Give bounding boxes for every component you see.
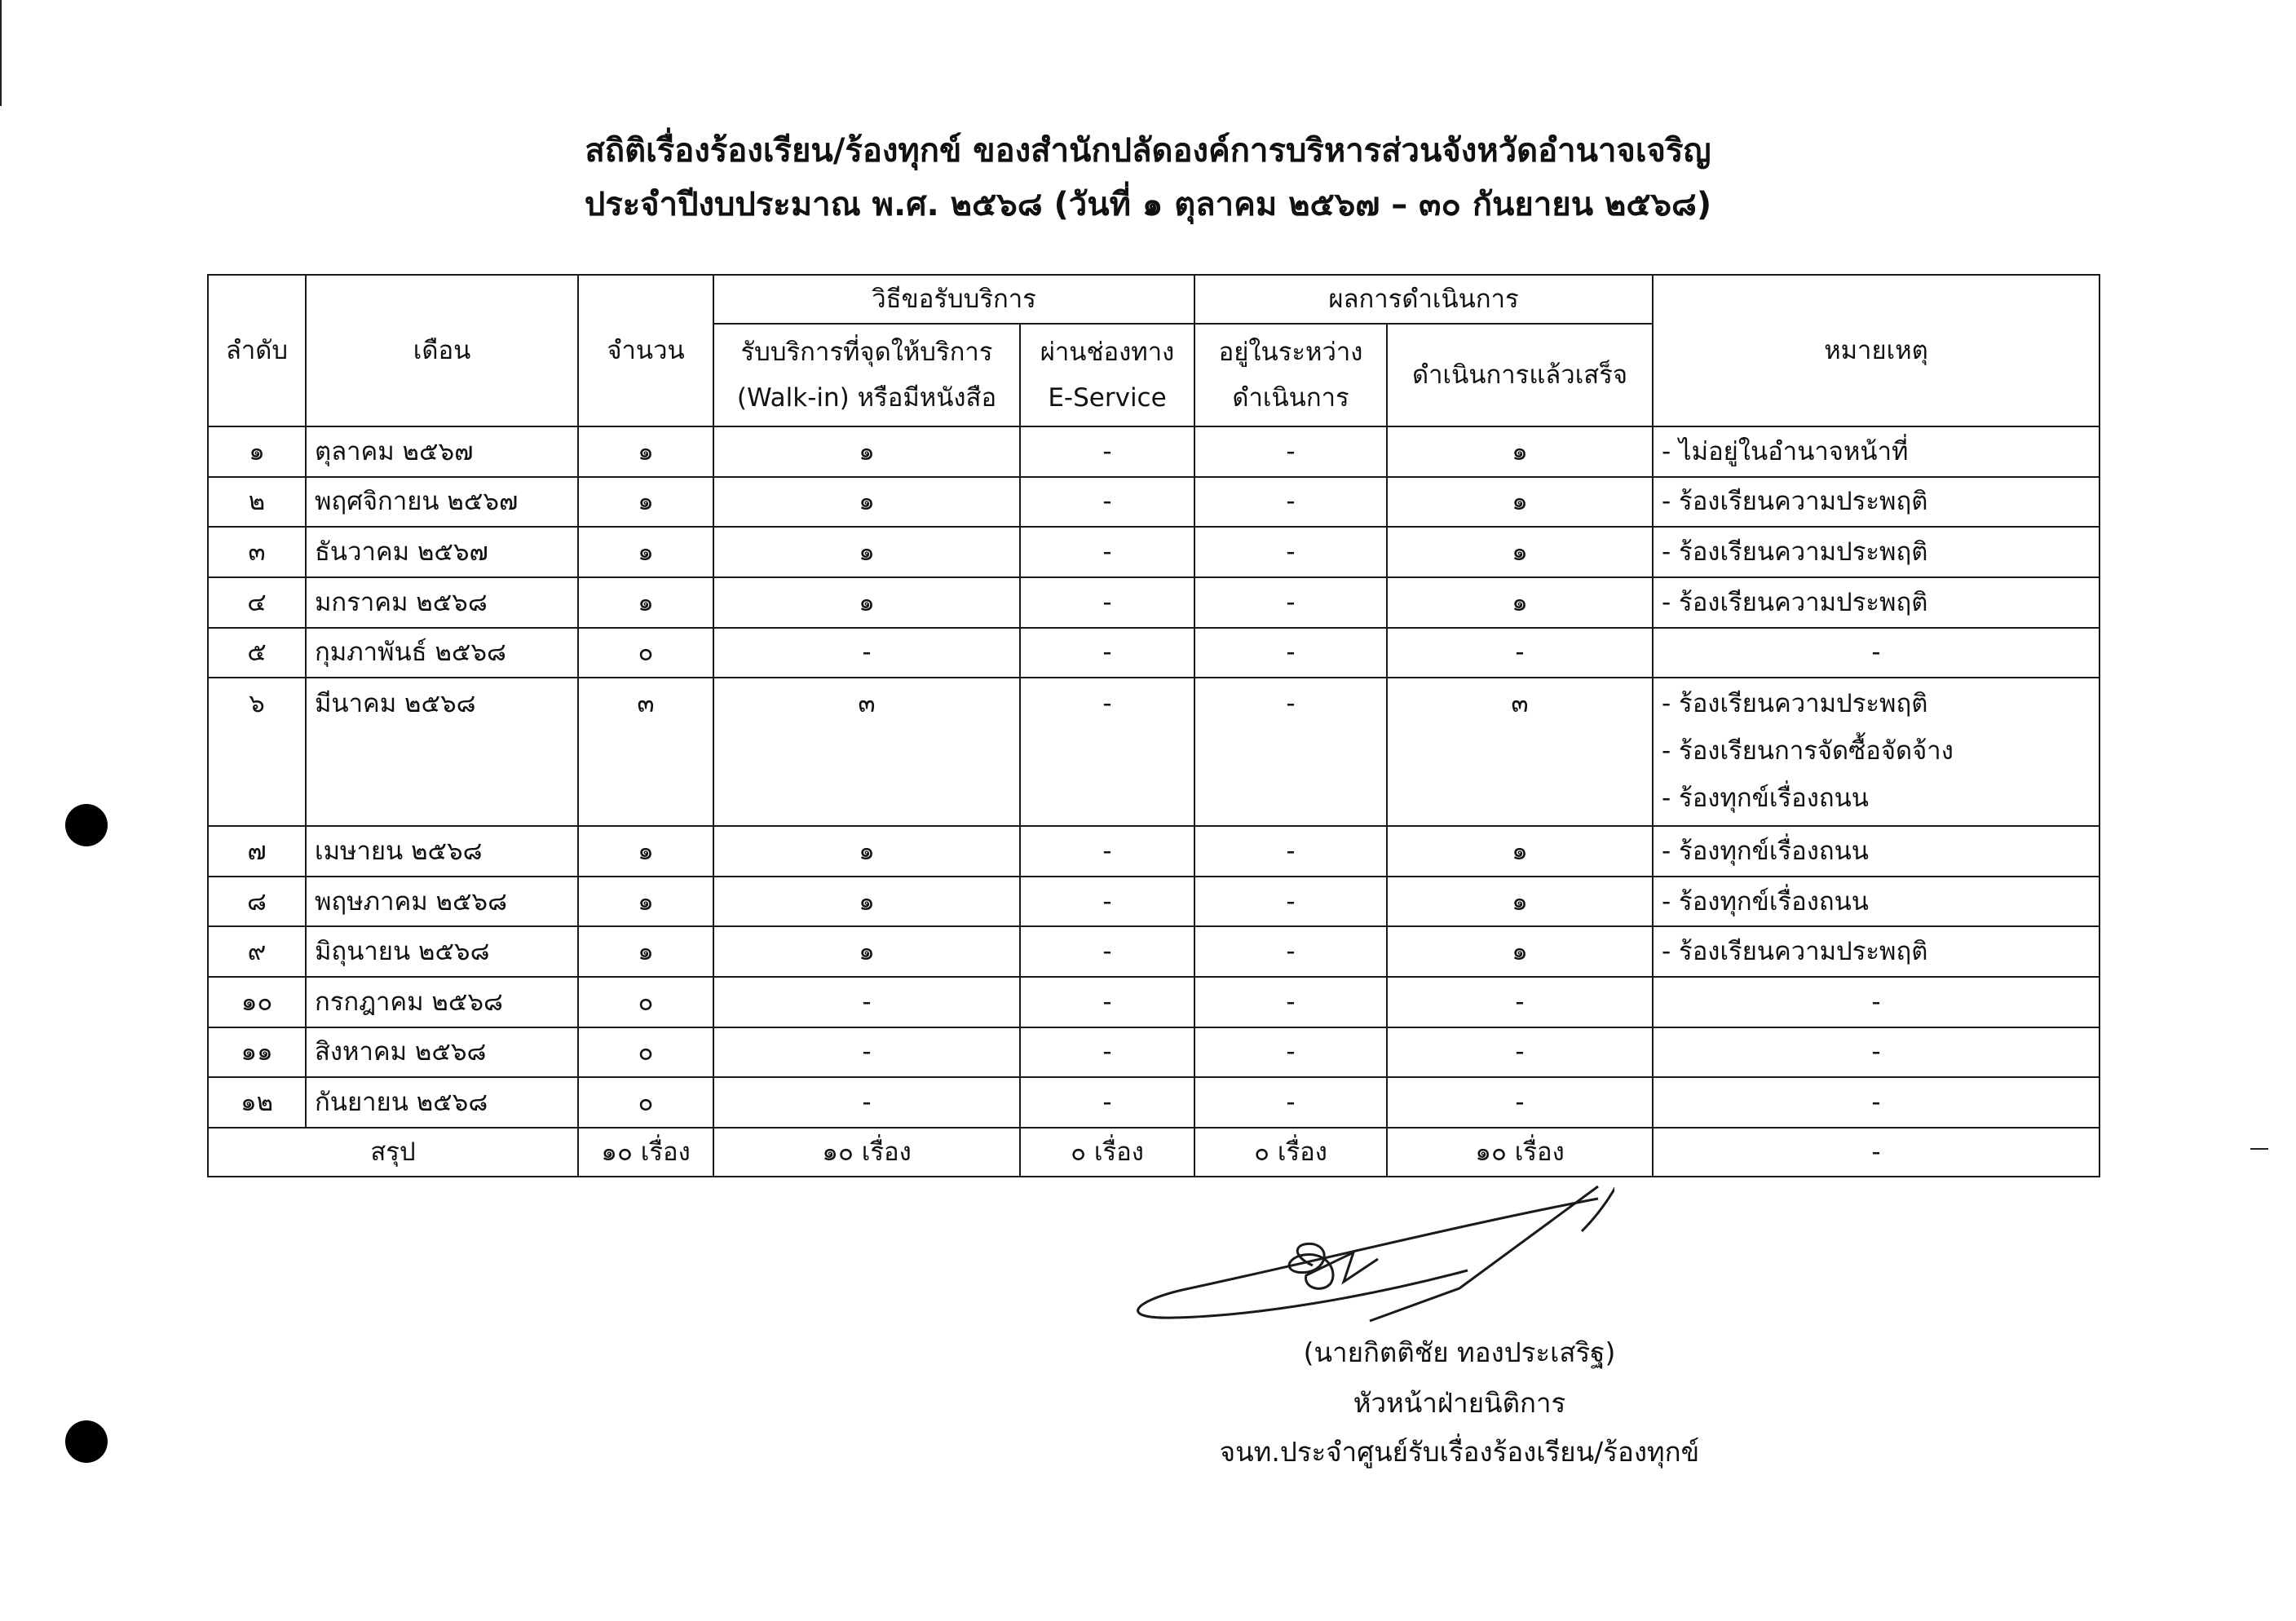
table-row (208, 527, 2100, 577)
cell-no: ๑๐ (208, 977, 306, 1027)
header-eservice-line2: E-Service (1048, 383, 1167, 413)
cell-remark: - ร้องเรียนความประพฤติ (1653, 477, 2100, 528)
cell-no: ๓ (208, 527, 306, 577)
header-month: เดือน (306, 275, 578, 426)
cell-count: ๑ (578, 577, 713, 628)
cell-count: ๐ (578, 1077, 713, 1128)
header-count: จำนวน (578, 275, 713, 426)
cell-walkin: - (713, 1077, 1020, 1128)
cell-walkin: - (713, 628, 1020, 678)
table-row (208, 628, 2100, 678)
header-eservice-line1: ผ่านช่องทาง (1040, 338, 1175, 367)
cell-remark: - ร้องเรียนความประพฤติ (1653, 577, 2100, 628)
cell-month: กันยายน ๒๕๖๘ (306, 1077, 578, 1128)
cell-eservice: - (1020, 977, 1194, 1027)
header-inprogress (1194, 324, 1387, 426)
header-walkin (713, 324, 1020, 426)
header-done: ดำเนินการแล้วเสร็จ (1387, 324, 1653, 426)
cell-inprogress: - (1194, 527, 1387, 577)
document-subtitle: ประจำปีงบประมาณ พ.ศ. ๒๕๖๘ (วันที่ ๑ ตุลาคม ๒๕๖๗ – ๓๐ กันยายน ๒๕๖๘) (584, 186, 1712, 223)
cell-walkin: ๑ (713, 826, 1020, 877)
cell-done: - (1387, 977, 1653, 1027)
cell-count: ๑ (578, 826, 713, 877)
remark-line: - ร้องเรียนการจัดซื้อจัดจ้าง (1662, 736, 1954, 766)
cell-done: ๑ (1387, 477, 1653, 528)
cell-remark: - (1653, 628, 2100, 678)
table-row (208, 977, 2100, 1027)
cell-remark: - ร้องทุกข์เรื่องถนน (1653, 826, 2100, 877)
header-walkin-line1: รับบริการที่จุดให้บริการ (740, 338, 993, 367)
cell-done: ๑ (1387, 577, 1653, 628)
cell-eservice: - (1020, 577, 1194, 628)
header-inprogress-line2: ดำเนินการ (1232, 383, 1349, 413)
cell-done: - (1387, 1027, 1653, 1078)
cell-count: ๑ (578, 477, 713, 528)
cell-month: กรกฎาคม ๒๕๖๘ (306, 977, 578, 1027)
cell-done: ๑ (1387, 877, 1653, 927)
cell-no: ๒ (208, 477, 306, 528)
cell-count: ๓ (578, 678, 713, 826)
table-row (208, 1027, 2100, 1078)
cell-inprogress: - (1194, 426, 1387, 477)
summary-done: ๑๐ เรื่อง (1387, 1128, 1653, 1177)
cell-remark: - ไม่อยู่ในอำนาจหน้าที่ (1653, 426, 2100, 477)
cell-walkin: ๑ (713, 877, 1020, 927)
scan-edge-mark (0, 0, 2, 106)
cell-remark: - ร้องเรียนความประพฤติ (1653, 926, 2100, 977)
table-row (208, 678, 2100, 826)
summary-row (208, 1128, 2100, 1177)
cell-remark: - (1653, 977, 2100, 1027)
summary-walkin: ๑๐ เรื่อง (713, 1128, 1020, 1177)
table-row (208, 926, 2100, 977)
cell-eservice: - (1020, 628, 1194, 678)
cell-done: ๑ (1387, 926, 1653, 977)
cell-eservice: - (1020, 826, 1194, 877)
cell-no: ๗ (208, 826, 306, 877)
summary-inprogress: ๐ เรื่อง (1194, 1128, 1387, 1177)
signer-position: หัวหน้าฝ่ายนิติการ (1353, 1387, 1566, 1419)
cell-eservice: - (1020, 426, 1194, 477)
cell-done: ๓ (1387, 678, 1653, 826)
cell-remark (1653, 678, 2100, 826)
table-row (208, 877, 2100, 927)
cell-walkin: - (713, 1027, 1020, 1078)
table-row (208, 426, 2100, 477)
cell-no: ๕ (208, 628, 306, 678)
handwritten-signature (1125, 1174, 1614, 1337)
cell-count: ๐ (578, 1027, 713, 1078)
cell-month: มิถุนายน ๒๕๖๘ (306, 926, 578, 977)
signer-role: จนท.ประจำศูนย์รับเรื่องร้องเรียน/ร้องทุกข์ (1219, 1436, 1700, 1468)
cell-walkin: ๑ (713, 926, 1020, 977)
scan-edge-mark (2250, 1148, 2268, 1150)
cell-done: - (1387, 1077, 1653, 1128)
cell-eservice: - (1020, 1027, 1194, 1078)
remark-line: - ร้องทุกข์เรื่องถนน (1662, 784, 1869, 814)
document-title: สถิติเรื่องร้องเรียน/ร้องทุกข์ ของสำนักปลัดองค์การบริหารส่วนจังหวัดอำนาจเจริญ (585, 132, 1711, 170)
cell-walkin: ๑ (713, 477, 1020, 528)
cell-month: เมษายน ๒๕๖๘ (306, 826, 578, 877)
cell-count: ๑ (578, 926, 713, 977)
table-row (208, 826, 2100, 877)
cell-inprogress: - (1194, 577, 1387, 628)
cell-count: ๑ (578, 877, 713, 927)
cell-inprogress: - (1194, 678, 1387, 826)
cell-done: ๑ (1387, 527, 1653, 577)
cell-done: - (1387, 628, 1653, 678)
cell-eservice: - (1020, 926, 1194, 977)
cell-walkin: ๑ (713, 426, 1020, 477)
cell-inprogress: - (1194, 877, 1387, 927)
header-inprogress-line1: อยู่ในระหว่าง (1218, 338, 1363, 367)
cell-eservice: - (1020, 477, 1194, 528)
punch-hole (65, 804, 108, 846)
cell-no: ๘ (208, 877, 306, 927)
cell-month: กุมภาพันธ์ ๒๕๖๘ (306, 628, 578, 678)
header-channel-group: วิธีขอรับบริการ (713, 275, 1194, 324)
cell-no: ๙ (208, 926, 306, 977)
summary-eservice: ๐ เรื่อง (1020, 1128, 1194, 1177)
summary-count: ๑๐ เรื่อง (578, 1128, 713, 1177)
cell-inprogress: - (1194, 1027, 1387, 1078)
cell-no: ๖ (208, 678, 306, 826)
header-no: ลำดับ (208, 275, 306, 426)
cell-month: สิงหาคม ๒๕๖๘ (306, 1027, 578, 1078)
cell-no: ๔ (208, 577, 306, 628)
cell-walkin: ๑ (713, 527, 1020, 577)
cell-walkin: ๑ (713, 577, 1020, 628)
cell-no: ๑๒ (208, 1077, 306, 1128)
table-row (208, 577, 2100, 628)
cell-count: ๑ (578, 527, 713, 577)
cell-month: พฤศจิกายน ๒๕๖๗ (306, 477, 578, 528)
cell-inprogress: - (1194, 977, 1387, 1027)
cell-remark: - ร้องทุกข์เรื่องถนน (1653, 877, 2100, 927)
header-remark: หมายเหตุ (1653, 275, 2100, 426)
cell-eservice: - (1020, 877, 1194, 927)
cell-count: ๐ (578, 628, 713, 678)
cell-inprogress: - (1194, 1077, 1387, 1128)
remark-line: - ร้องเรียนความประพฤติ (1662, 689, 1928, 719)
punch-hole (65, 1420, 108, 1463)
cell-inprogress: - (1194, 826, 1387, 877)
cell-month: มีนาคม ๒๕๖๘ (306, 678, 578, 826)
table-row (208, 1077, 2100, 1128)
complaint-statistics-table (207, 274, 2100, 1177)
cell-month: พฤษภาคม ๒๕๖๘ (306, 877, 578, 927)
cell-no: ๑๑ (208, 1027, 306, 1078)
cell-walkin: ๓ (713, 678, 1020, 826)
cell-inprogress: - (1194, 926, 1387, 977)
cell-month: มกราคม ๒๕๖๘ (306, 577, 578, 628)
header-result-group: ผลการดำเนินการ (1194, 275, 1653, 324)
cell-count: ๐ (578, 977, 713, 1027)
cell-remark: - (1653, 1077, 2100, 1128)
header-walkin-line2: (Walk-in) หรือมีหนังสือ (736, 383, 997, 413)
cell-walkin: - (713, 977, 1020, 1027)
cell-eservice: - (1020, 527, 1194, 577)
cell-done: ๑ (1387, 426, 1653, 477)
cell-eservice: - (1020, 1077, 1194, 1128)
summary-remark: - (1653, 1128, 2100, 1177)
cell-count: ๑ (578, 426, 713, 477)
cell-no: ๑ (208, 426, 306, 477)
cell-inprogress: - (1194, 477, 1387, 528)
cell-remark: - ร้องเรียนความประพฤติ (1653, 527, 2100, 577)
signer-name: (นายกิตติชัย ทองประเสริฐ) (1303, 1336, 1616, 1368)
cell-remark: - (1653, 1027, 2100, 1078)
cell-inprogress: - (1194, 628, 1387, 678)
cell-done: ๑ (1387, 826, 1653, 877)
header-eservice (1020, 324, 1194, 426)
table-row (208, 477, 2100, 528)
cell-month: ตุลาคม ๒๕๖๗ (306, 426, 578, 477)
cell-eservice: - (1020, 678, 1194, 826)
summary-label: สรุป (208, 1128, 578, 1177)
cell-month: ธันวาคม ๒๕๖๗ (306, 527, 578, 577)
